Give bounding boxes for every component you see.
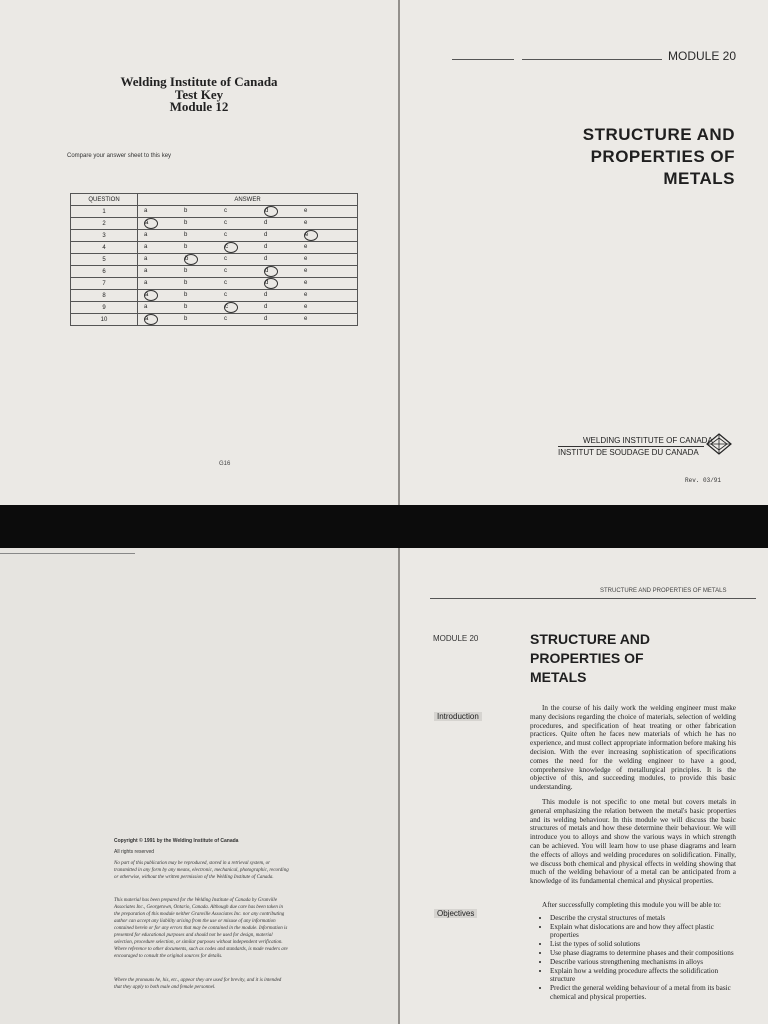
objective-item: • Describe various strengthening mechanisms in alloys bbox=[550, 958, 740, 967]
answer-option: a bbox=[144, 280, 148, 286]
page-code: G16 bbox=[219, 461, 231, 467]
answer-option: c bbox=[224, 256, 227, 262]
module-title-line-3: METALS bbox=[530, 669, 587, 685]
circled-answer: e bbox=[304, 230, 318, 241]
module-cover-page bbox=[400, 0, 768, 510]
answer-option: c bbox=[224, 280, 227, 286]
table-row bbox=[71, 242, 358, 254]
cover-title-line-3: METALS bbox=[663, 169, 735, 188]
module-title-line-1: STRUCTURE AND bbox=[530, 631, 651, 647]
answer-option: b bbox=[184, 244, 188, 250]
answer-option: e bbox=[304, 292, 308, 298]
page-edge-rule bbox=[0, 553, 135, 554]
copyright-line: Copyright © 1991 by the Welding Institute of Canada bbox=[114, 838, 239, 844]
table-row bbox=[71, 206, 358, 218]
objective-item: • List the types of solid solutions bbox=[550, 940, 740, 949]
answer-option: b bbox=[184, 268, 188, 274]
answer-option: c bbox=[224, 208, 227, 214]
circled-answer: a bbox=[144, 218, 158, 229]
answer-options bbox=[138, 266, 358, 278]
answer-option: e bbox=[304, 304, 308, 310]
answer-options bbox=[138, 230, 358, 242]
circled-answer: b bbox=[184, 254, 198, 265]
table-row bbox=[71, 302, 358, 314]
test-key-page bbox=[0, 0, 398, 505]
objective-item: • Predict the general welding behaviour of a metal from its basic chemical and physical properties. bbox=[550, 984, 740, 1002]
answer-option: b bbox=[184, 316, 188, 322]
answer-option: c bbox=[224, 316, 227, 322]
instruction-text: Compare your answer sheet to this key bbox=[67, 153, 172, 159]
answer-option: c bbox=[224, 220, 227, 226]
module-label: MODULE 20 bbox=[668, 49, 737, 63]
question-number: 6 bbox=[71, 266, 138, 278]
rights-line: All rights reserved bbox=[114, 849, 155, 855]
objective-item: • Explain what dislocations are and how they affect plastic properties bbox=[550, 923, 740, 941]
objectives-lead: After successfully completing this module you will be able to: bbox=[542, 901, 722, 909]
answer-option: e bbox=[304, 220, 308, 226]
objective-item: • Explain how a welding procedure affects the solidification structure bbox=[550, 967, 740, 985]
copyright-page bbox=[0, 548, 398, 1024]
circled-answer: a bbox=[144, 290, 158, 301]
circled-answer: c bbox=[224, 242, 238, 253]
question-number: 2 bbox=[71, 218, 138, 230]
answer-option: d bbox=[264, 304, 268, 310]
answer-options bbox=[138, 314, 358, 326]
module-title-line-2: PROPERTIES OF bbox=[530, 650, 644, 666]
objective-item: • Use phase diagrams to determine phases and their compositions bbox=[550, 949, 740, 958]
question-number: 7 bbox=[71, 278, 138, 290]
module-title bbox=[530, 630, 650, 687]
circled-answer: d bbox=[264, 278, 278, 289]
running-head-rule bbox=[430, 598, 756, 599]
answer-option: e bbox=[304, 280, 308, 286]
answer-option: b bbox=[184, 232, 188, 238]
cover-title-line-1: STRUCTURE AND bbox=[582, 125, 735, 144]
answer-option: b bbox=[184, 220, 188, 226]
answer-option: d bbox=[264, 292, 268, 298]
org-name-french: INSTITUT DE SOUDAGE DU CANADA bbox=[558, 448, 699, 457]
answer-option: d bbox=[264, 256, 268, 262]
copyright-paragraph-3: Where the pronouns he, his, etc., appear they are used for brevity, and it is intended that they apply to both male and female personnel. bbox=[114, 978, 282, 990]
org-name-english: WELDING INSTITUTE OF CANADA bbox=[583, 436, 713, 445]
cover-title-line-2: PROPERTIES OF bbox=[590, 147, 735, 166]
answer-option: a bbox=[144, 256, 148, 262]
scan-dark-band bbox=[0, 505, 768, 548]
answer-option: e bbox=[304, 256, 308, 262]
answer-option: e bbox=[304, 316, 308, 322]
question-number: 3 bbox=[71, 230, 138, 242]
circled-answer: d bbox=[264, 266, 278, 277]
answer-option: e bbox=[304, 268, 308, 274]
introduction-label: Introduction bbox=[434, 712, 482, 721]
table-row bbox=[71, 266, 358, 278]
table-row bbox=[71, 290, 358, 302]
key-title-line-1: Welding Institute of Canada bbox=[120, 74, 278, 89]
cover-title bbox=[583, 124, 735, 190]
answer-option: b bbox=[184, 280, 188, 286]
answer-options bbox=[138, 218, 358, 230]
question-header: QUESTION bbox=[71, 194, 138, 206]
answer-option: a bbox=[144, 268, 148, 274]
key-title-line-3: Module 12 bbox=[169, 99, 229, 114]
answer-options bbox=[138, 290, 358, 302]
wic-logo-icon bbox=[706, 433, 732, 455]
question-number: 9 bbox=[71, 302, 138, 314]
answer-option: d bbox=[264, 220, 268, 226]
answer-option: a bbox=[144, 304, 148, 310]
answer-option: c bbox=[224, 292, 227, 298]
answer-options bbox=[138, 302, 358, 314]
answer-option: d bbox=[264, 232, 268, 238]
question-number: 8 bbox=[71, 290, 138, 302]
answer-options bbox=[138, 254, 358, 266]
answer-option: c bbox=[224, 232, 227, 238]
objective-item: • Describe the crystal structures of metals bbox=[550, 914, 740, 923]
answer-options bbox=[138, 242, 358, 254]
table-row bbox=[71, 218, 358, 230]
answer-option: d bbox=[264, 316, 268, 322]
module-label: MODULE 20 bbox=[433, 634, 479, 643]
circled-answer: c bbox=[224, 302, 238, 313]
answer-header: ANSWER bbox=[138, 194, 358, 206]
introduction-text bbox=[530, 704, 736, 892]
answer-option: c bbox=[224, 268, 227, 274]
answer-option: a bbox=[144, 244, 148, 250]
introduction-paragraph-1: In the course of his daily work the welding engineer must make many decisions regarding the choice of materials, selection of welding procedures, and specification of heat treating or other fabrication practices. Quite often he faces new materials of which he has no experience, and must collect appropriate information before making his decision. With the ever increasing sophistication of specifications comes the need for the welding engineer to have a good, comprehensive knowledge of metallurgical principles. It is the objective of this, and succeeding modules, to provide this basic understanding. bbox=[530, 704, 736, 792]
table-row bbox=[71, 278, 358, 290]
objectives-label: Objectives bbox=[434, 909, 477, 918]
introduction-paragraph-2: This module is not specific to one metal but covers metals in general emphasizing the relation between the metal's basic properties and its welding behaviour. In this module we will discuss the basic structures of metals and how these determine their behaviour. We will introduce you to alloys and show the various ways in which strength can be achieved. You will learn how to use phase diagrams and learn the effects of alloys and welding procedures on solidification. Finally, we discuss both chemical and physical effects in welding showing that much of the welding behaviour of a metal can be anticipated from a knowledge of its fundamental chemical and physical properties. bbox=[530, 797, 736, 886]
answer-options bbox=[138, 278, 358, 290]
header-rule bbox=[522, 59, 662, 60]
answer-key-table bbox=[70, 193, 358, 326]
answer-option: e bbox=[304, 208, 308, 214]
question-number: 5 bbox=[71, 254, 138, 266]
org-rule bbox=[558, 446, 704, 447]
circled-answer: d bbox=[264, 206, 278, 217]
objectives-section bbox=[530, 901, 740, 1002]
answer-option: e bbox=[304, 244, 308, 250]
question-number: 1 bbox=[71, 206, 138, 218]
module-intro-page bbox=[400, 548, 768, 1024]
question-number: 4 bbox=[71, 242, 138, 254]
question-number: 10 bbox=[71, 314, 138, 326]
circled-answer: a bbox=[144, 314, 158, 325]
answer-option: a bbox=[144, 208, 148, 214]
copyright-paragraph-1: No part of this publication may be reproduced, stored in a retrieval system, or transmitted in any form by any means, electronic, mechanical, photographic, recording or otherwise, without the written permission of the Welding Institute of Canada. bbox=[114, 861, 289, 880]
answer-option: b bbox=[184, 208, 188, 214]
answer-option: b bbox=[184, 292, 188, 298]
table-row bbox=[71, 254, 358, 266]
answer-option: b bbox=[184, 304, 188, 310]
objectives-list bbox=[530, 914, 740, 1002]
table-row bbox=[71, 230, 358, 242]
answer-option: a bbox=[144, 232, 148, 238]
running-head: STRUCTURE AND PROPERTIES OF METALS bbox=[600, 588, 727, 594]
table-row bbox=[71, 314, 358, 326]
header-rule bbox=[452, 59, 514, 60]
revision-label: Rev. 03/91 bbox=[685, 477, 722, 484]
key-title-line-2: Test Key bbox=[174, 87, 224, 102]
answer-options bbox=[138, 206, 358, 218]
copyright-paragraph-2: This material has been prepared for the Welding Institute of Canada by Granville Associates Inc., Georgetown, Ontario, Canada. Although due care has been taken in the preparation of this module neither Granville Associates Inc. nor any contributing author can accept any liability arising from the use or misuse of any information contained herein or for any errors that may be contained in the module. Information is presented for educational purposes and should not be used for design, material selection, procedure selection, or similar purposes without independent verification. Where reference to other documents, such as codes and standards, is made readers are encouraged to consult the original sources for details. bbox=[114, 898, 288, 959]
answer-option: d bbox=[264, 244, 268, 250]
